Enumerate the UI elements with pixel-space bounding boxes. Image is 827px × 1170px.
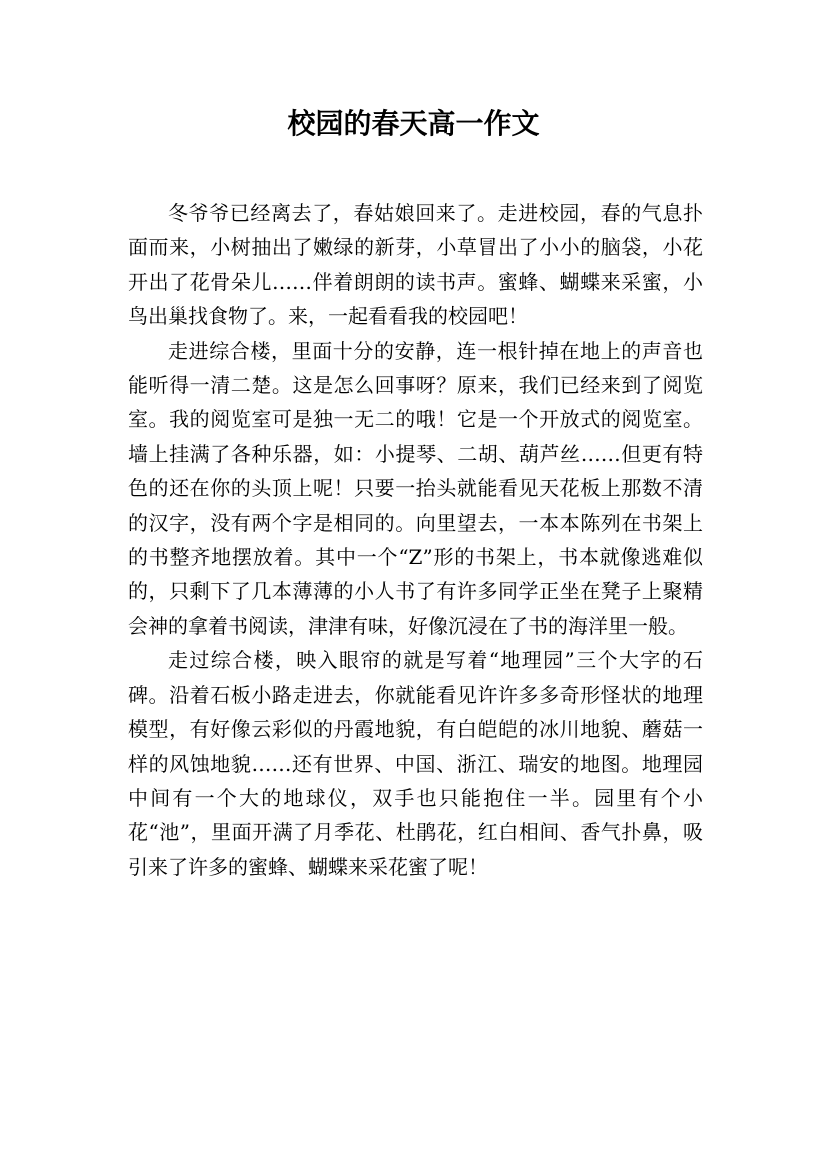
paragraph-1: 冬爷爷已经离去了，春姑娘回来了。走进校园，春的气息扑面而来，小树抽出了嫩绿的新芽，小草冒出了小小的脑袋，小花开出了花骨朵儿……伴着朗朗的读书声。蜜蜂、蝴蝶来采蜜，小鸟出巢找食物了。来，一起看看我的校园吧！ <box>128 201 703 329</box>
document-title: 校园的春天高一作文 <box>287 107 540 140</box>
paragraph-3: 走过综合楼，映入眼帘的就是写着“地理园”三个大字的石碑。沿着石板小路走进去，你就能看见许许多多奇形怪状的地理模型，有好像云彩似的丹霞地貌，有白皑皑的冰川地貌、蘑菇一样的风蚀地貌……还有世界、中国、浙江、瑞安的地图。地理园中间有一个大的地球仪，双手也只能抱住一半。园里有个小花“池”，里面开满了月季花、杜鹃花，红白相间、香气扑鼻，吸引来了许多的蜜蜂、蝴蝶来采花蜜了呢！ <box>128 648 703 879</box>
document-body <box>128 196 703 884</box>
paragraph-2: 走进综合楼，里面十分的安静，连一根针掉在地上的声音也能听得一清二楚。这是怎么回事呀？原来，我们已经来到了阅览室。我的阅览室可是独一无二的哦！它是一个开放式的阅览室。墙上挂满了各种乐器，如：小提琴、二胡、葫芦丝……但更有特色的还在你的头顶上呢！只要一抬头就能看见天花板上那数不清的汉字，没有两个字是相同的。向里望去，一本本陈列在书架上的书整齐地摆放着。其中一个“Z”形的书架上，书本就像逃难似的，只剩下了几本薄薄的小人书了有许多同学正坐在凳子上聚精会神的拿着书阅读，津津有味，好像沉浸在了书的海洋里一般。 <box>128 338 703 638</box>
